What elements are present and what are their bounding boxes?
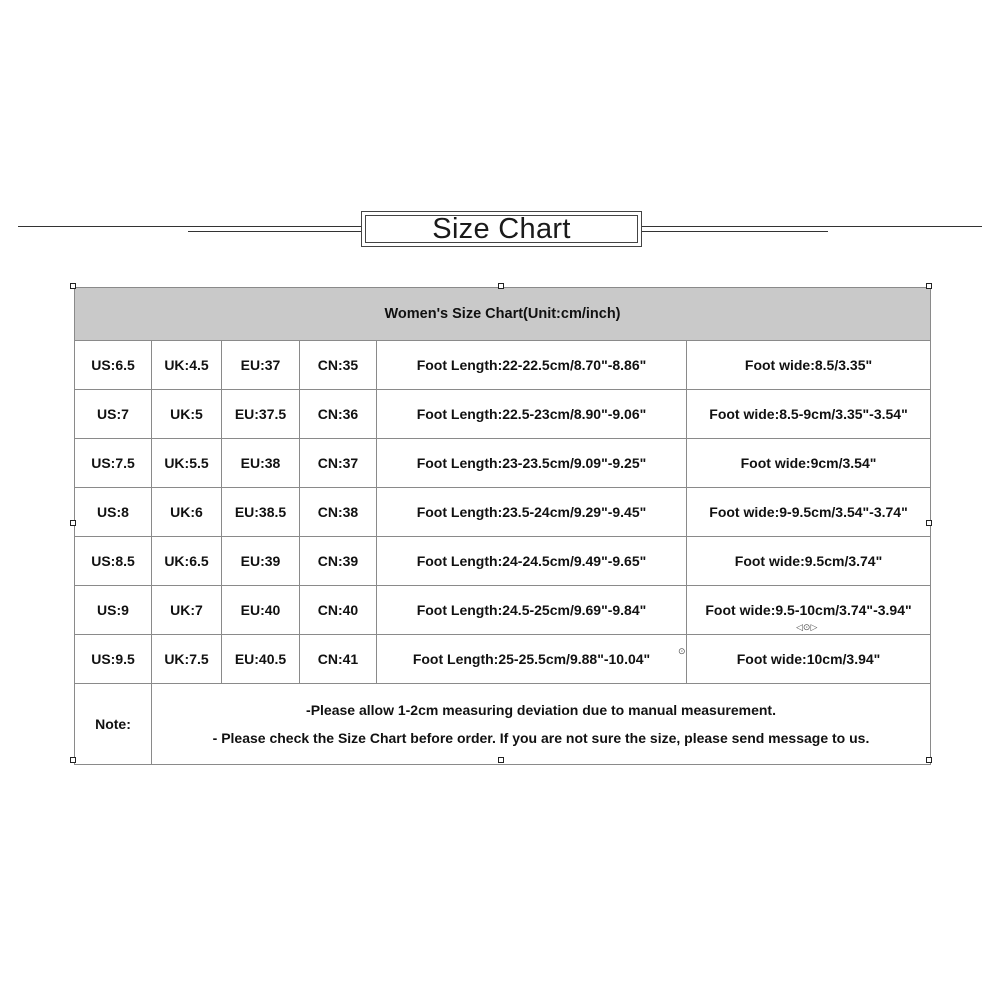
uk-size-cell: UK:4.5 [152,341,222,390]
foot-length-cell: Foot Length:23.5-24cm/9.29"-9.45" [377,488,687,537]
uk-size-cell: UK:5 [152,390,222,439]
cn-size-cell: CN:37 [300,439,377,488]
cn-size-cell: CN:40 [300,586,377,635]
foot-length-cell: Foot Length:24-24.5cm/9.49"-9.65" [377,537,687,586]
cn-size-cell: CN:35 [300,341,377,390]
uk-size-cell: UK:7 [152,586,222,635]
eu-size-cell: EU:37 [222,341,300,390]
resize-handle-top-right[interactable] [926,283,932,289]
eu-size-cell: EU:39 [222,537,300,586]
eu-size-cell: EU:40.5 [222,635,300,684]
table-row [75,439,931,488]
eu-size-cell: EU:40 [222,586,300,635]
foot-length-cell: Foot Length:23-23.5cm/9.09"-9.25" [377,439,687,488]
eu-size-cell: EU:37.5 [222,390,300,439]
table-row [75,341,931,390]
foot-width-cell: Foot wide:8.5/3.35" [687,341,931,390]
note-content [152,684,931,765]
resize-handle-top-center[interactable] [498,283,504,289]
note-line-1: -Please allow 1-2cm measuring deviation due to manual measurement. [306,702,776,718]
resize-handle-top-left[interactable] [70,283,76,289]
foot-length-cell: Foot Length:25-25.5cm/9.88"-10.04" [377,635,687,684]
cn-size-cell: CN:41 [300,635,377,684]
us-size-cell: US:7.5 [75,439,152,488]
us-size-cell: US:7 [75,390,152,439]
foot-width-cell: Foot wide:9.5-10cm/3.74"-3.94" [687,586,931,635]
uk-size-cell: UK:7.5 [152,635,222,684]
page-title: Size Chart [365,215,638,243]
us-size-cell: US:9.5 [75,635,152,684]
us-size-cell: US:9 [75,586,152,635]
uk-size-cell: UK:5.5 [152,439,222,488]
resize-handle-middle-left[interactable] [70,520,76,526]
title-frame [361,211,642,247]
note-label: Note: [75,684,152,765]
uk-size-cell: UK:6.5 [152,537,222,586]
table-title: Women's Size Chart(Unit:cm/inch) [75,288,931,341]
us-size-cell: US:6.5 [75,341,152,390]
resize-handle-middle-right[interactable] [926,520,932,526]
size-table-container [74,287,930,760]
table-row [75,537,931,586]
foot-width-cell: Foot wide:8.5-9cm/3.35"-3.54" [687,390,931,439]
foot-width-cell: Foot wide:9-9.5cm/3.54"-3.74" [687,488,931,537]
cn-size-cell: CN:38 [300,488,377,537]
uk-size-cell: UK:6 [152,488,222,537]
foot-width-cell: Foot wide:9cm/3.54" [687,439,931,488]
eu-size-cell: EU:38.5 [222,488,300,537]
foot-length-cell: Foot Length:24.5-25cm/9.69"-9.84" [377,586,687,635]
table-title-row [75,288,931,341]
foot-length-cell: Foot Length:22-22.5cm/8.70"-8.86" [377,341,687,390]
table-row [75,488,931,537]
resize-handle-bottom-left[interactable] [70,757,76,763]
foot-width-cell: Foot wide:10cm/3.94" [687,635,931,684]
note-line-2: - Please check the Size Chart before order. If you are not sure the size, please send message to us. [212,730,870,746]
table-row [75,635,931,684]
size-table [74,287,931,765]
us-size-cell: US:8.5 [75,537,152,586]
size-chart-header [0,200,1000,260]
row-adjust-icon: ⊙ [678,647,686,657]
cn-size-cell: CN:39 [300,537,377,586]
cn-size-cell: CN:36 [300,390,377,439]
table-row [75,390,931,439]
foot-width-cell: Foot wide:9.5cm/3.74" [687,537,931,586]
cell-adjust-icon: ◁⊙▷ [796,623,818,633]
note-row [75,684,931,765]
eu-size-cell: EU:38 [222,439,300,488]
resize-handle-bottom-right[interactable] [926,757,932,763]
resize-handle-bottom-center[interactable] [498,757,504,763]
us-size-cell: US:8 [75,488,152,537]
foot-length-cell: Foot Length:22.5-23cm/8.90"-9.06" [377,390,687,439]
